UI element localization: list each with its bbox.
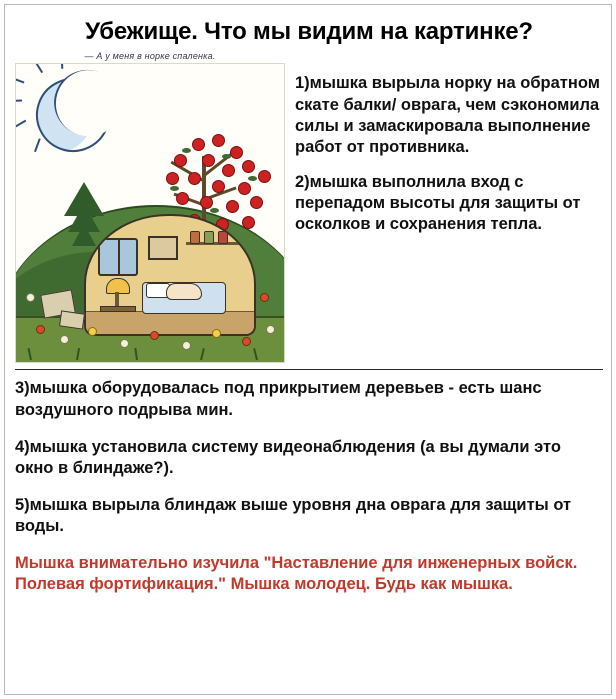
moon-ray	[61, 63, 63, 69]
jar-icon	[218, 231, 228, 244]
point-5: 5)мышка вырыла блиндаж выше уровня дна оврага для защиты от воды.	[15, 495, 572, 535]
illustration-block	[15, 51, 285, 363]
mouse-character	[166, 283, 202, 300]
points-top-column	[295, 51, 603, 249]
burrow-interior	[84, 214, 256, 336]
window-icon	[98, 238, 138, 276]
points-bottom-list	[15, 378, 603, 537]
table-icon	[100, 306, 136, 312]
illustration-mouse-burrow	[15, 63, 285, 363]
footer-note: Мышка внимательно изучила "Наставление для инженерных войск. Полевая фортификация." Мышка молодец. Будь как мышка.	[15, 554, 578, 594]
burrow-floor	[86, 311, 254, 334]
point-2: 2)мышка выполнила вход с перепадом высоты для защиты от осколков и сохранения тепла.	[295, 172, 581, 234]
point-4: 4)мышка установила систему видеонаблюдения (а вы думали это окно в блиндаже?).	[15, 437, 561, 477]
jar-icon	[204, 231, 214, 244]
divider-top	[15, 369, 603, 370]
top-section	[15, 51, 603, 363]
jar-icon	[190, 231, 200, 244]
wall-picture-icon	[148, 236, 178, 260]
image-caption: — А у меня в норке спаленка.	[84, 51, 216, 62]
page-title: Убежище. Что мы видим на картинке?	[85, 18, 533, 45]
fir-tree-icon	[72, 224, 96, 246]
point-3: 3)мышка оборудовалась под прикрытием деревьев - есть шанс воздушного подрыва мин.	[15, 379, 542, 419]
document-body	[15, 13, 603, 689]
point-1: 1)мышка вырыла норку на обратном скате балки/ оврага, чем сэкономила силы и замаскировала выполнение работ от противника.	[295, 74, 600, 156]
document-frame	[4, 4, 612, 695]
